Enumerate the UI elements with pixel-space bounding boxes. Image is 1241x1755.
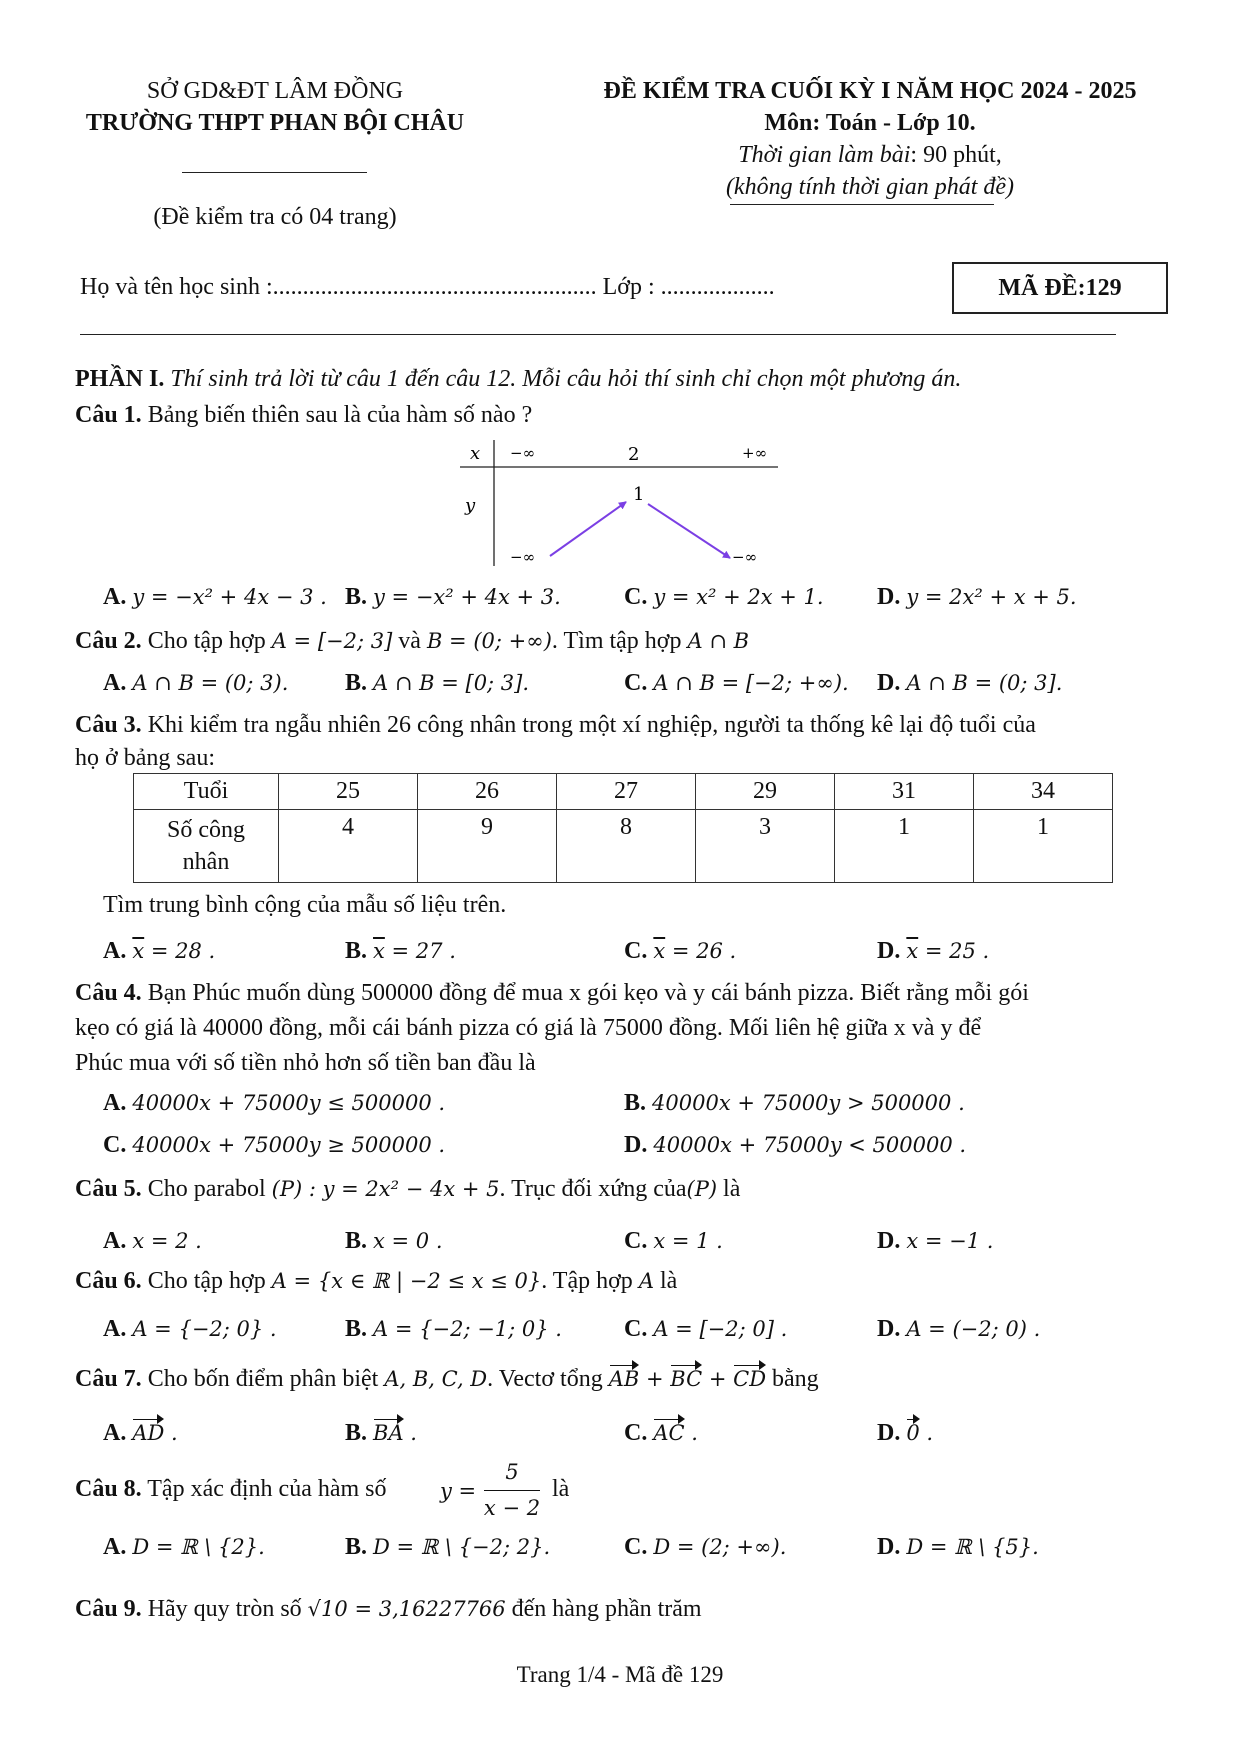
subject-line: Môn: Toán - Lớp 10. [764,110,976,136]
q4-option-d[interactable]: D. 40000x + 75000y < 500000 . [624,1132,967,1158]
question-4: Câu 4. Bạn Phúc muốn dùng 500000 đồng để mua x gói kẹo và y cái bánh pizza. Biết rằng mỗi gói [75,980,1029,1006]
q1-text: Bảng biến thiên sau là của hàm số nào ? [147,402,533,428]
question-1 [75,402,532,429]
q6-option-b[interactable]: B. A = {−2; −1; 0} . [345,1316,562,1342]
school-name: TRƯỜNG THPT PHAN BỘI CHÂU [85,110,465,136]
q5-option-c[interactable]: C. x = 1 . [624,1228,723,1254]
q6-option-c[interactable]: C. A = [−2; 0] . [624,1316,788,1342]
q4-line2: kẹo có giá là 40000 đồng, mỗi cái bánh pizza có giá là 75000 đồng. Mối liên hệ giữa x và y để [75,1015,982,1041]
q6-option-a[interactable]: A. A = {−2; 0} . [103,1316,277,1342]
table-cell: 1 [974,810,1113,883]
table-row [134,774,1113,810]
q2-option-d[interactable]: D. A ∩ B = (0; 3]. [877,670,1063,696]
q4-option-a[interactable]: A. 40000x + 75000y ≤ 500000 . [103,1090,446,1116]
q8-option-b[interactable]: B. D = ℝ \ {−2; 2}. [345,1534,551,1560]
table-cell: 27 [557,774,696,810]
dept-name: SỞ GD&ĐT LÂM ĐỒNG [146,78,404,104]
q3-question: Tìm trung bình cộng của mẫu số liệu trên. [103,892,507,918]
table-cell: 29 [696,774,835,810]
table-header-age: Tuổi [134,774,279,810]
table-cell: 31 [835,774,974,810]
question-6: Câu 6. Cho tập hợp A = {x ∈ ℝ | −2 ≤ x ≤ 0}. Tập hợp A là [75,1268,678,1294]
question-3: Câu 3. Khi kiểm tra ngẫu nhiên 26 công nhân trong một xí nghiệp, người ta thống kê lại độ tuổi của [75,712,1036,738]
time-underline [730,204,994,205]
vt-x-neg-inf: −∞ [510,444,536,462]
vt-x-two: 2 [628,444,640,465]
time-note: (không tính thời gian phát đề) [725,174,1015,200]
table-cell: 9 [418,810,557,883]
table-cell: 8 [557,810,696,883]
part1-instruction: Thí sinh trả lời từ câu 1 đến câu 12. Mỗi câu hỏi thí sinh chỉ chọn một phương án. [170,366,962,392]
q2-option-b[interactable]: B. A ∩ B = [0; 3]. [345,670,530,696]
q5-option-b[interactable]: B. x = 0 . [345,1228,443,1254]
time-value: : 90 phút, [910,142,1002,168]
pages-note: (Đề kiểm tra có 04 trang) [153,204,397,230]
table-cell: 3 [696,810,835,883]
page-footer: Trang 1/4 - Mã đề 129 [516,1662,724,1687]
table-cell: 26 [418,774,557,810]
exam-title: ĐỀ KIỂM TRA CUỐI KỲ I NĂM HỌC 2024 - 2025 [603,78,1137,104]
vt-y-left-neg-inf: −∞ [510,548,536,566]
q7-option-c[interactable]: C. AC . [624,1420,698,1446]
q8-y-equals: y = [440,1479,477,1503]
question-2: Câu 2. Cho tập hợp A = [−2; 3] và B = (0; +∞). Tìm tập hợp A ∩ B [75,628,750,654]
part1-label: PHẦN I. [75,366,165,392]
q7-option-b[interactable]: B. BA . [345,1420,417,1446]
q8-option-d[interactable]: D. D = ℝ \ {5}. [877,1534,1039,1560]
q8-text-b: là [552,1476,570,1502]
q8-option-a[interactable]: A. D = ℝ \ {2}. [103,1534,265,1560]
time-line [620,142,1120,169]
vt-y-right-neg-inf: −∞ [732,548,758,566]
vt-x-label: x [470,443,481,464]
vt-increase-arrow [550,502,626,556]
q2-option-a[interactable]: A. A ∩ B = (0; 3). [103,670,289,696]
q3-option-b[interactable]: B. $\overline{x} = 27$ . [345,938,456,964]
age-table [133,773,1113,883]
q5-option-d[interactable]: D. x = −1 . [877,1228,994,1254]
question-5: Câu 5. Cho parabol (P) : y = 2x² − 4x + 5. Trục đối xứng của(P) là [75,1176,741,1202]
q3-option-d[interactable]: D. $\overline{x} = 25$ . [877,938,990,964]
q3-option-a[interactable]: A. $\overline{x} = 28$ . [103,938,216,964]
q6-option-d[interactable]: D. A = (−2; 0) . [877,1316,1041,1342]
q1-label: Câu 1. [75,402,142,428]
q5-option-a[interactable]: A. x = 2 . [103,1228,202,1254]
q3-line2: họ ở bảng sau: [75,745,216,771]
ma-de-box [952,262,1168,314]
student-info-line: Họ và tên học sinh :...................................................... Lớp : ................... [80,274,775,300]
q3-option-c[interactable]: C. $\overline{x} = 26$ . [624,938,737,964]
vt-decrease-arrow [648,504,730,558]
q2-option-c[interactable]: C. A ∩ B = [−2; +∞). [624,670,849,696]
table-header-count: Số công nhân [134,810,279,883]
q1-option-b[interactable]: B. y = −x² + 4x + 3. [345,584,561,610]
q1-option-a[interactable]: A. y = −x² + 4x − 3 . [103,584,327,610]
table-row [134,810,1113,883]
question-8: Câu 8. Tập xác định của hàm số [75,1476,387,1502]
table-cell: 25 [279,774,418,810]
q7-option-d[interactable]: D. 0 . [877,1420,934,1446]
part1-heading [75,366,961,393]
question-7: Câu 7. Cho bốn điểm phân biệt A, B, C, D. Vectơ tổng AB + BC + CD bằng [75,1366,819,1392]
q8-option-c[interactable]: C. D = (2; +∞). [624,1534,787,1560]
table-cell: 1 [835,810,974,883]
vt-y-label: y [465,495,476,516]
q4-option-b[interactable]: B. 40000x + 75000y > 500000 . [624,1090,965,1116]
q4-option-c[interactable]: C. 40000x + 75000y ≥ 500000 . [103,1132,446,1158]
ma-de: MÃ ĐỀ:129 [998,275,1122,301]
vt-y-max: 1 [633,484,645,505]
question-9: Câu 9. Hãy quy tròn số √10 = 3,16227766 đến hàng phần trăm [75,1596,702,1622]
q8-fraction-bar [484,1490,540,1491]
q8-numerator: 5 [505,1460,519,1484]
q1-option-c[interactable]: C. y = x² + 2x + 1. [624,584,824,610]
table-cell: 34 [974,774,1113,810]
variation-table [440,436,790,570]
vt-x-pos-inf: +∞ [742,444,768,462]
table-cell: 4 [279,810,418,883]
q1-option-d[interactable]: D. y = 2x² + x + 5. [877,584,1077,610]
q7-option-a[interactable]: A. AD . [103,1420,178,1446]
header-divider [182,172,367,173]
q8-denominator: x − 2 [483,1496,541,1520]
time-label: Thời gian làm bài [738,142,911,168]
q4-line3: Phúc mua với số tiền nhỏ hơn số tiền ban đầu là [75,1050,536,1076]
student-divider [80,334,1116,335]
